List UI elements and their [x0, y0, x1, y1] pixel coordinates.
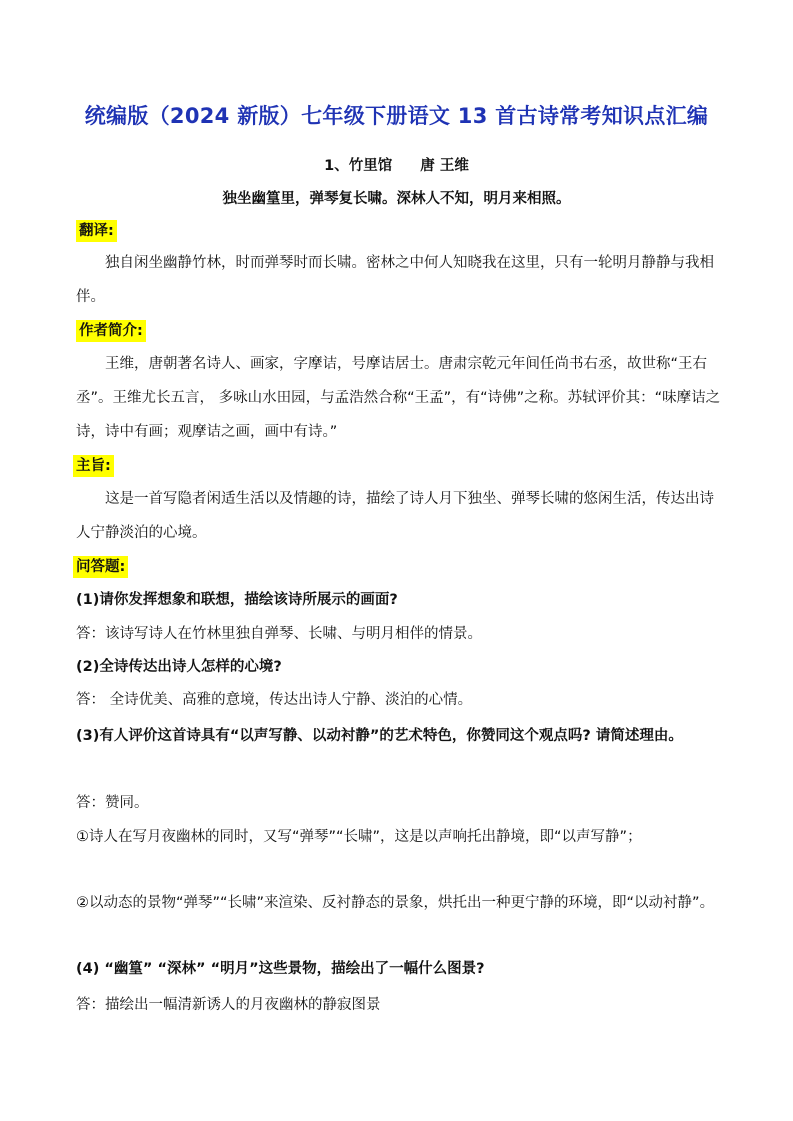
question-2: (2)全诗传达出诗人怎样的心境?	[76, 659, 282, 675]
answer-4: 答：描绘出一幅清新诱人的月夜幽林的静寂图景	[76, 997, 381, 1013]
question-1: (1)请你发挥想象和联想，描绘该诗所展示的画面?	[76, 592, 398, 608]
answer-2: 答： 全诗优美、高雅的意境，传达出诗人宁静、淡泊的心情。	[76, 692, 473, 708]
question-4: (4) “幽篁” “深林” “明月”这些景物，描绘出了一幅什么图景?	[76, 961, 485, 977]
qa-label: 问答题:	[73, 556, 128, 578]
answer-3: 答：赞同。	[76, 795, 149, 811]
theme-label: 主旨:	[73, 455, 114, 477]
poem-title: 1、竹里馆	[324, 158, 393, 174]
author-label: 作者简介:	[76, 320, 146, 342]
author-text: 王维，唐朝著名诗人、画家，字摩诘，号摩诘居士。唐肃宗乾元年间任尚书右丞，故世称“王右丞”。王维尤长五言， 多咏山水田园，与孟浩然合称“王孟”，有“诗佛”之称。苏轼评价其：“味摩诘之诗，诗中有画；观摩诘之画，画中有诗。”	[76, 356, 721, 440]
translation-text: 独自闲坐幽静竹林，时而弹琴时而长啸。密林之中何人知晓我在这里，只有一轮明月静静与我相伴。	[76, 255, 714, 305]
answer-1: 答：该诗写诗人在竹林里独自弹琴、长啸、与明月相伴的情景。	[76, 626, 482, 642]
poem-text: 独坐幽篁里，弹琴复长啸。深林人不知，明月来相照。	[222, 191, 571, 207]
question-3: (3)有人评价这首诗具有“以声写静、以动衬静”的艺术特色，你赞同这个观点吗? 请简述理由。	[76, 728, 683, 744]
page-title: 统编版（2024 新版）七年级下册语文 13 首古诗常考知识点汇编	[84, 104, 709, 128]
theme-text: 这是一首写隐者闲适生活以及情趣的诗，描绘了诗人月下独坐、弹琴长啸的悠闲生活，传达出诗人宁静淡泊的心境。	[76, 491, 714, 541]
answer-3-point-1: ①诗人在写月夜幽林的同时，又写“弹琴”“长啸”，这是以声响托出静境，即“以声写静”；	[76, 829, 642, 845]
poem-author: 唐 王维	[420, 158, 469, 174]
translation-label: 翻译:	[76, 220, 117, 242]
answer-3-point-2: ②以动态的景物“弹琴”“长啸”来渲染、反衬静态的景象，烘托出一种更宁静的环境，即“以动衬静”。	[76, 895, 715, 911]
poem-heading	[0, 154, 793, 175]
